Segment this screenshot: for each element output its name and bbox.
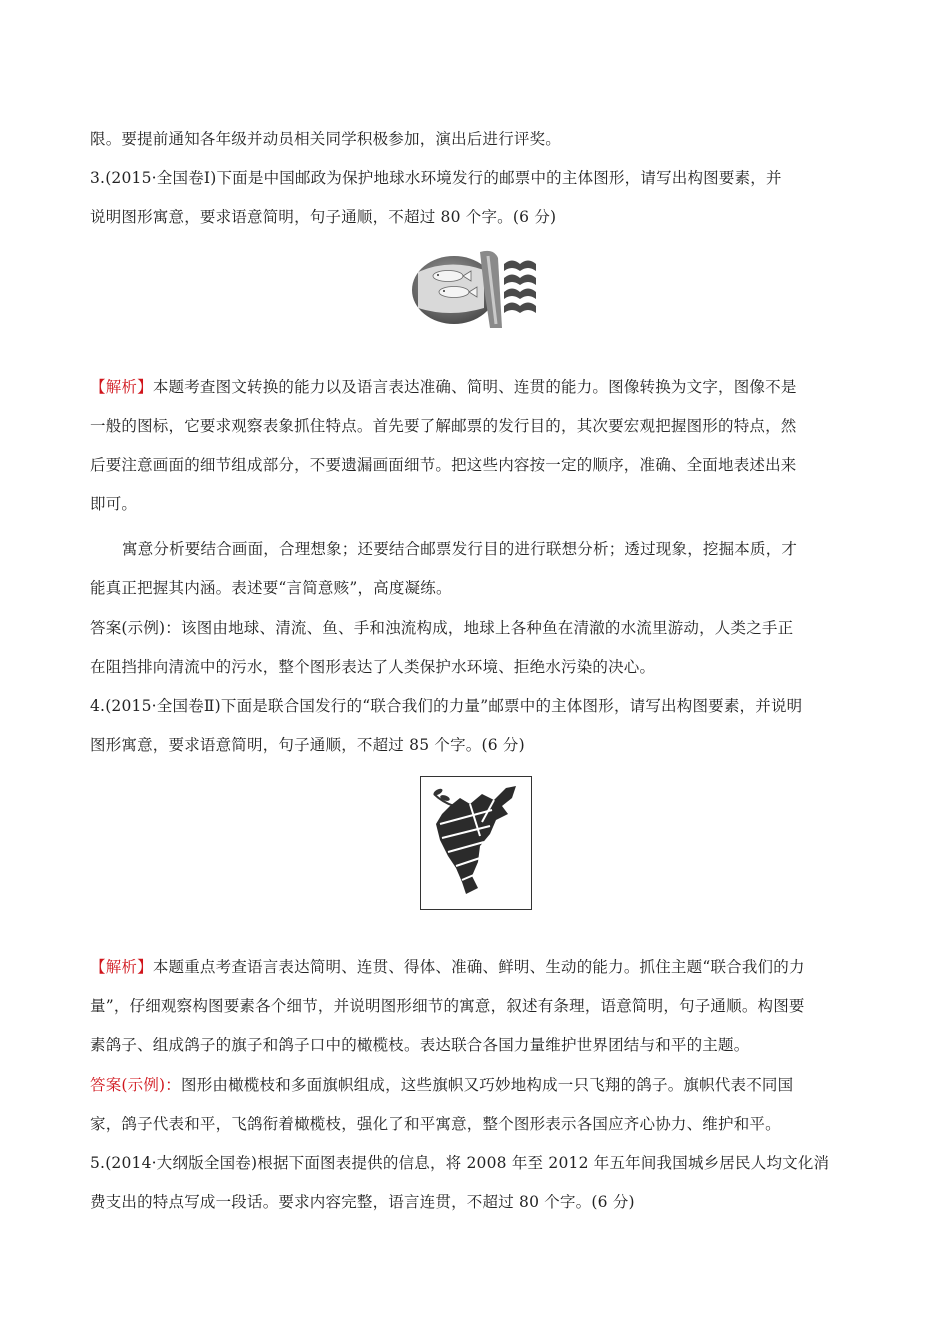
q4-prompt-line1: 4.(2015·全国卷Ⅱ)下面是联合国发行的“联合我们的力量”邮票中的主体图形，请写出构图要素，并说明 <box>90 697 803 715</box>
q4-answer-line1 <box>90 1073 793 1095</box>
q5-prompt-line1: 5.(2014·大纲版全国卷)根据下面图表提供的信息，将 2008 年至 2012 年五年间我国城乡居民人均文化消 <box>90 1154 830 1172</box>
q4-analysis-tag: 【解析】 <box>90 958 153 976</box>
q4-analysis-text1: 本题重点考查语言表达简明、连贯、得体、准确、鲜明、生动的能力。抓住主题“联合我们的力 <box>152 958 805 976</box>
q4-prompt-line2: 图形寓意，要求语意简明，句子通顺，不超过 85 个字。(6 分) <box>90 736 525 754</box>
q3-answer-line1: 答案(示例)：该图由地球、清流、鱼、手和浊流构成，地球上各种鱼在清澈的水流里游动，人类之手正 <box>90 619 794 637</box>
q4-analysis-line2: 量”，仔细观察构图要素各个细节，并说明图形细节的寓意，叙述有条理，语意简明，句子通顺。构图要 <box>90 997 805 1015</box>
q3-analysis-line4: 即可。 <box>90 495 138 513</box>
q4-analysis-line3: 素鸽子、组成鸽子的旗子和鸽子口中的橄榄枝。表达联合各国力量维护世界团结与和平的主题。 <box>90 1036 750 1054</box>
q3-analysis-line1 <box>90 375 797 397</box>
q4-answer-label: 答案(示例)： <box>90 1076 181 1094</box>
q3-analysis-line2: 一般的图标，它要求观察表象抓住特点。首先要了解邮票的发行目的，其次要宏观把握图形的特点，然 <box>90 417 797 435</box>
q3-prompt-line1: 3.(2015·全国卷Ⅰ)下面是中国邮政为保护地球水环境发行的邮票中的主体图形，请写出构图要素，并 <box>90 169 782 187</box>
intro-line: 限。要提前通知各年级并动员相关同学积极参加，演出后进行评奖。 <box>90 130 562 148</box>
q3-analysis-line3: 后要注意画面的细节组成部分，不要遗漏画面细节。把这些内容按一定的顺序，准确、全面地表述出来 <box>90 456 797 474</box>
stamp-dove-flags-icon <box>420 776 532 910</box>
q5-prompt-line2: 费支出的特点写成一段话。要求内容完整，语言连贯，不超过 80 个字。(6 分) <box>90 1193 635 1211</box>
q3-answer-line2: 在阻挡排向清流中的污水，整个图形表达了人类保护水环境、拒绝水污染的决心。 <box>90 658 656 676</box>
q3-para2-line1: 寓意分析要结合画面，合理想象；还要结合邮票发行目的进行联想分析；透过现象，挖掘本质，才 <box>122 540 798 558</box>
q4-answer-line2: 家，鸽子代表和平，飞鸽衔着橄榄枝，强化了和平寓意，整个图形表示各国应齐心协力、维护和平。 <box>90 1115 781 1133</box>
q4-answer-text1: 图形由橄榄枝和多面旗帜组成，这些旗帜又巧妙地构成一只飞翔的鸽子。旗帜代表不同国 <box>181 1076 794 1094</box>
q3-analysis-tag: 【解析】 <box>90 378 153 396</box>
q3-para2-line2: 能真正把握其内涵。表述要“言简意赅”，高度凝练。 <box>90 579 452 597</box>
q3-analysis-text1: 本题考查图文转换的能力以及语言表达准确、简明、连贯的能力。图像转换为文字，图像不是 <box>152 378 797 396</box>
q3-prompt-line2: 说明图形寓意，要求语意简明，句子通顺，不超过 80 个字。(6 分) <box>90 208 557 226</box>
q4-analysis-line1 <box>90 955 805 977</box>
stamp-earth-fish-hand-icon <box>410 248 542 330</box>
